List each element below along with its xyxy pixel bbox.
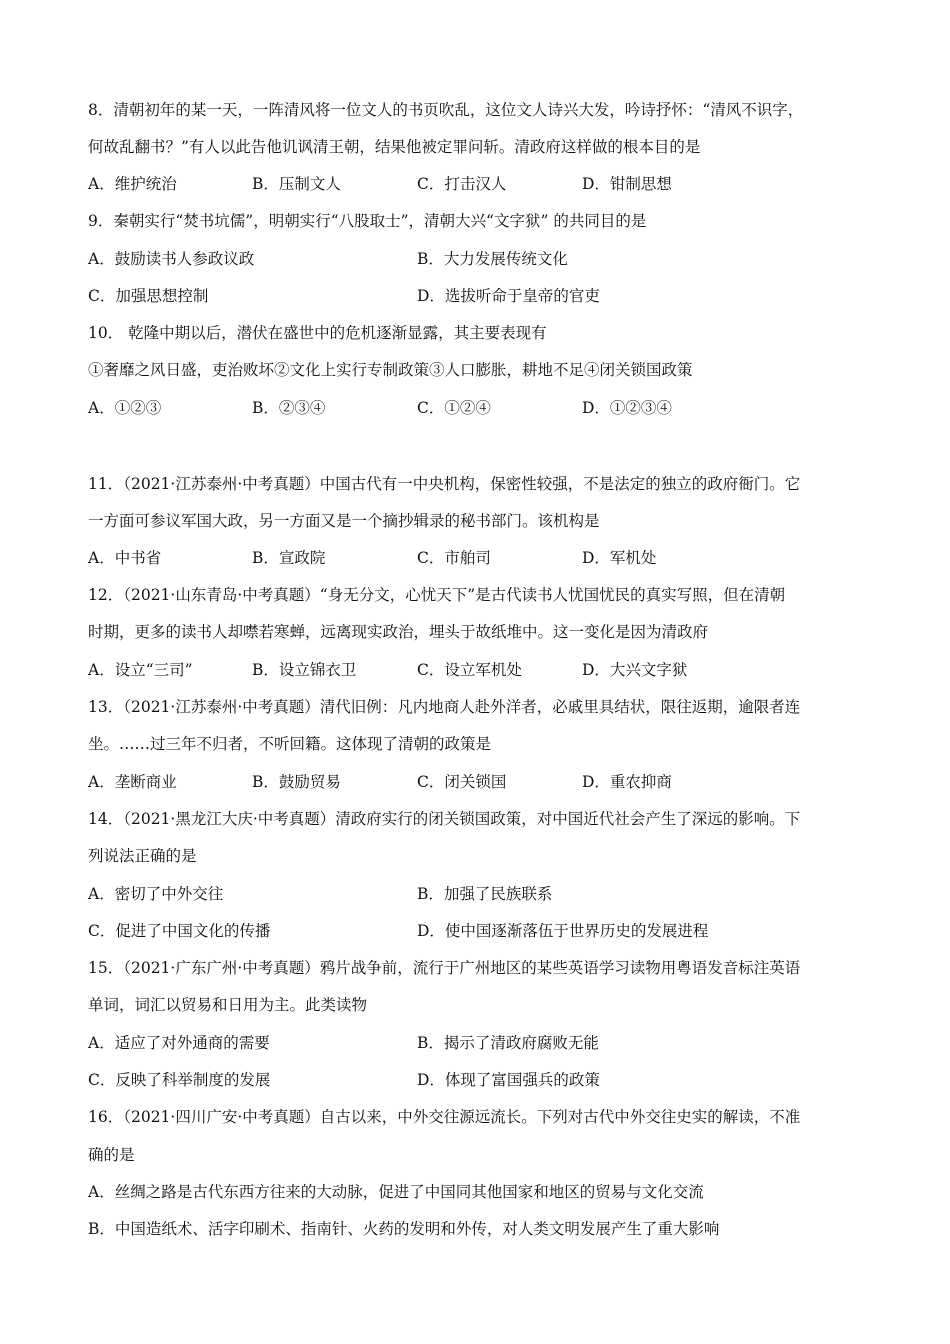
q11-option-c: C．市舶司	[417, 549, 491, 567]
q15-option-c: C．反映了科举制度的发展	[88, 1071, 271, 1089]
q14-option-a: A．密切了中外交往	[88, 885, 224, 903]
q10-option-b: B．②③④	[252, 399, 326, 417]
q9-option-d: D．选拔听命于皇帝的官吏	[417, 287, 600, 305]
q13-stem-line1: 13．（2021·江苏泰州·中考真题）清代旧例：凡内地商人赴外洋者，必戚里具结状，限往返期，逾限者连	[88, 698, 801, 716]
q15-option-a: A．适应了对外通商的需要	[88, 1034, 270, 1052]
q14-option-d: D．使中国逐渐落伍于世界历史的发展进程	[417, 922, 709, 940]
q8-option-b: B．压制文人	[252, 175, 341, 193]
q13-option-a: A．垄断商业	[88, 773, 177, 791]
q14-option-b: B．加强了民族联系	[417, 885, 553, 903]
q12-stem-line2: 时期，更多的读书人却噤若寒蝉，远离现实政治，埋头于故纸堆中。这一变化是因为清政府	[88, 623, 709, 641]
q9-option-c: C．加强思想控制	[88, 287, 209, 305]
q11-option-d: D．军机处	[582, 549, 657, 567]
q11-option-a: A．中书省	[88, 549, 162, 567]
q14-stem-line1: 14．（2021·黑龙江大庆·中考真题）清政府实行的闭关锁国政策，对中国近代社会产生了深远的影响。下	[88, 810, 801, 828]
q16-stem-line1: 16．（2021·四川广安·中考真题）自古以来，中外交往源远流长。下列对古代中外交往史实的解读，不准	[88, 1108, 801, 1126]
q15-stem-line1: 15．（2021·广东广州·中考真题）鸦片战争前，流行于广州地区的某些英语学习读物用粤语发音标注英语	[88, 959, 801, 977]
q11-stem-line1: 11．（2021·江苏泰州·中考真题）中国古代有一中央机构，保密性较强，不是法定的独立的政府衙门。它	[88, 475, 801, 493]
q11-stem-line2: 一方面可参议军国大政，另一方面又是一个摘抄辑录的秘书部门。该机构是	[88, 512, 600, 530]
q8-option-c: C．打击汉人	[417, 175, 507, 193]
q15-option-b: B．揭示了清政府腐败无能	[417, 1034, 599, 1052]
q10-option-a: A．①②③	[88, 399, 162, 417]
q8-option-a: A．维护统治	[88, 175, 177, 193]
q10-stem-line1: 10． 乾隆中期以后，潜伏在盛世中的危机逐渐显露，其主要表现有	[88, 324, 547, 342]
q12-option-c: C．设立军机处	[417, 661, 522, 679]
q13-option-c: C．闭关锁国	[417, 773, 507, 791]
q12-stem-line1: 12．（2021·山东青岛·中考真题）“身无分文，心忧天下”是古代读书人忧国忧民的真实写照，但在清朝	[88, 586, 786, 604]
q16-option-a: A．丝绸之路是古代东西方往来的大动脉，促进了中国同其他国家和地区的贸易与文化交流	[88, 1183, 704, 1201]
q15-option-d: D．体现了富国强兵的政策	[417, 1071, 600, 1089]
q8-stem-line2: 何故乱翻书？”有人以此告他讥讽清王朝，结果他被定罪问斩。清政府这样做的根本目的是	[88, 138, 701, 156]
q11-option-b: B．宣政院	[252, 549, 326, 567]
q12-option-d: D．大兴文字狱	[582, 661, 688, 679]
q10-option-d: D．①②③④	[582, 399, 672, 417]
q13-stem-line2: 坐。……过三年不归者，不听回籍。这体现了清朝的政策是	[88, 735, 492, 753]
q16-stem-line2: 确的是	[88, 1146, 135, 1164]
q8-option-d: D．钳制思想	[582, 175, 672, 193]
q14-stem-line2: 列说法正确的是	[88, 847, 197, 865]
q13-option-b: B．鼓励贸易	[252, 773, 341, 791]
q13-option-d: D．重农抑商	[582, 773, 672, 791]
q14-option-c: C．促进了中国文化的传播	[88, 922, 271, 940]
q12-option-a: A．设立“三司”	[88, 661, 193, 679]
q10-option-c: C．①②④	[417, 399, 491, 417]
q9-option-a: A．鼓励读书人参政议政	[88, 250, 255, 268]
q8-stem-line1: 8．清朝初年的某一天，一阵清风将一位文人的书页吹乱，这位文人诗兴大发，吟诗抒怀：“清风不识字，	[88, 101, 804, 119]
q9-stem-line1: 9．秦朝实行“焚书坑儒”，明朝实行“八股取士”，清朝大兴“文字狱” 的共同目的是	[88, 212, 647, 230]
q16-option-b: B．中国造纸术、活字印刷术、指南针、火药的发明和外传，对人类文明发展产生了重大影响	[88, 1220, 720, 1238]
q10-stem-line2: ①奢靡之风日盛，吏治败坏②文化上实行专制政策③人口膨胀，耕地不足④闭关锁国政策	[88, 361, 693, 379]
q12-option-b: B．设立锦衣卫	[252, 661, 357, 679]
q9-option-b: B．大力发展传统文化	[417, 250, 568, 268]
q15-stem-line2: 单词，词汇以贸易和日用为主。此类读物	[88, 996, 368, 1014]
